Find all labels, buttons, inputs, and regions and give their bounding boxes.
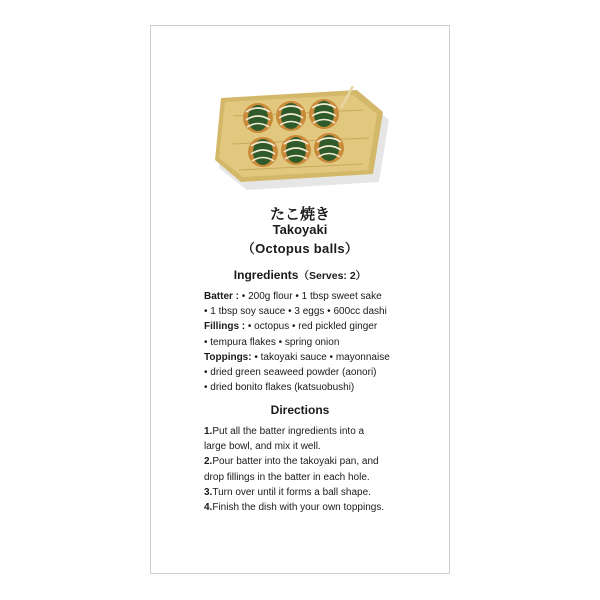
direction-line: 4.Finish the dish with your own toppings. <box>204 502 385 514</box>
ingredient-line: Fillings : • octopus • red pickled ginger <box>204 321 378 333</box>
direction-line: 1.Put all the batter ingredients into a <box>204 426 365 437</box>
ingredient-line: Toppings: • takoyaki sauce • mayonnaise <box>204 351 390 363</box>
recipe-card <box>150 25 450 574</box>
ingredient-line: • dried bonito flakes (katsuobushi) <box>204 382 355 394</box>
ingredient-line: • 1 tbsp soy sauce • 3 eggs • 600cc dashi <box>204 306 387 318</box>
ingredient-line: • tempura flakes • spring onion <box>204 336 340 348</box>
ingredients-title: Ingredients <box>233 268 299 282</box>
direction-line: large bowl, and mix it well. <box>204 441 321 453</box>
directions-list <box>204 424 414 515</box>
takoyaki-illustration <box>213 86 393 196</box>
ingredients-heading <box>151 268 449 283</box>
ingredient-line: • dried green seaweed powder (aonori) <box>204 367 377 379</box>
directions-heading: Directions <box>270 403 330 417</box>
recipe-subtitle: （Octopus balls） <box>241 241 359 256</box>
recipe-title-english: Takoyaki <box>272 222 328 237</box>
recipe-title-japanese: たこ焼き <box>269 205 330 223</box>
serves-count: （Serves: 2） <box>298 270 367 282</box>
direction-line: drop fillings in the batter in each hole. <box>204 471 370 483</box>
direction-line: 3.Turn over until it forms a ball shape. <box>204 486 371 498</box>
ingredient-line: Batter : • 200g flour • 1 tbsp sweet sake <box>204 291 382 302</box>
direction-line: 2.Pour batter into the takoyaki pan, and <box>204 456 379 468</box>
ingredients-list <box>204 289 414 395</box>
